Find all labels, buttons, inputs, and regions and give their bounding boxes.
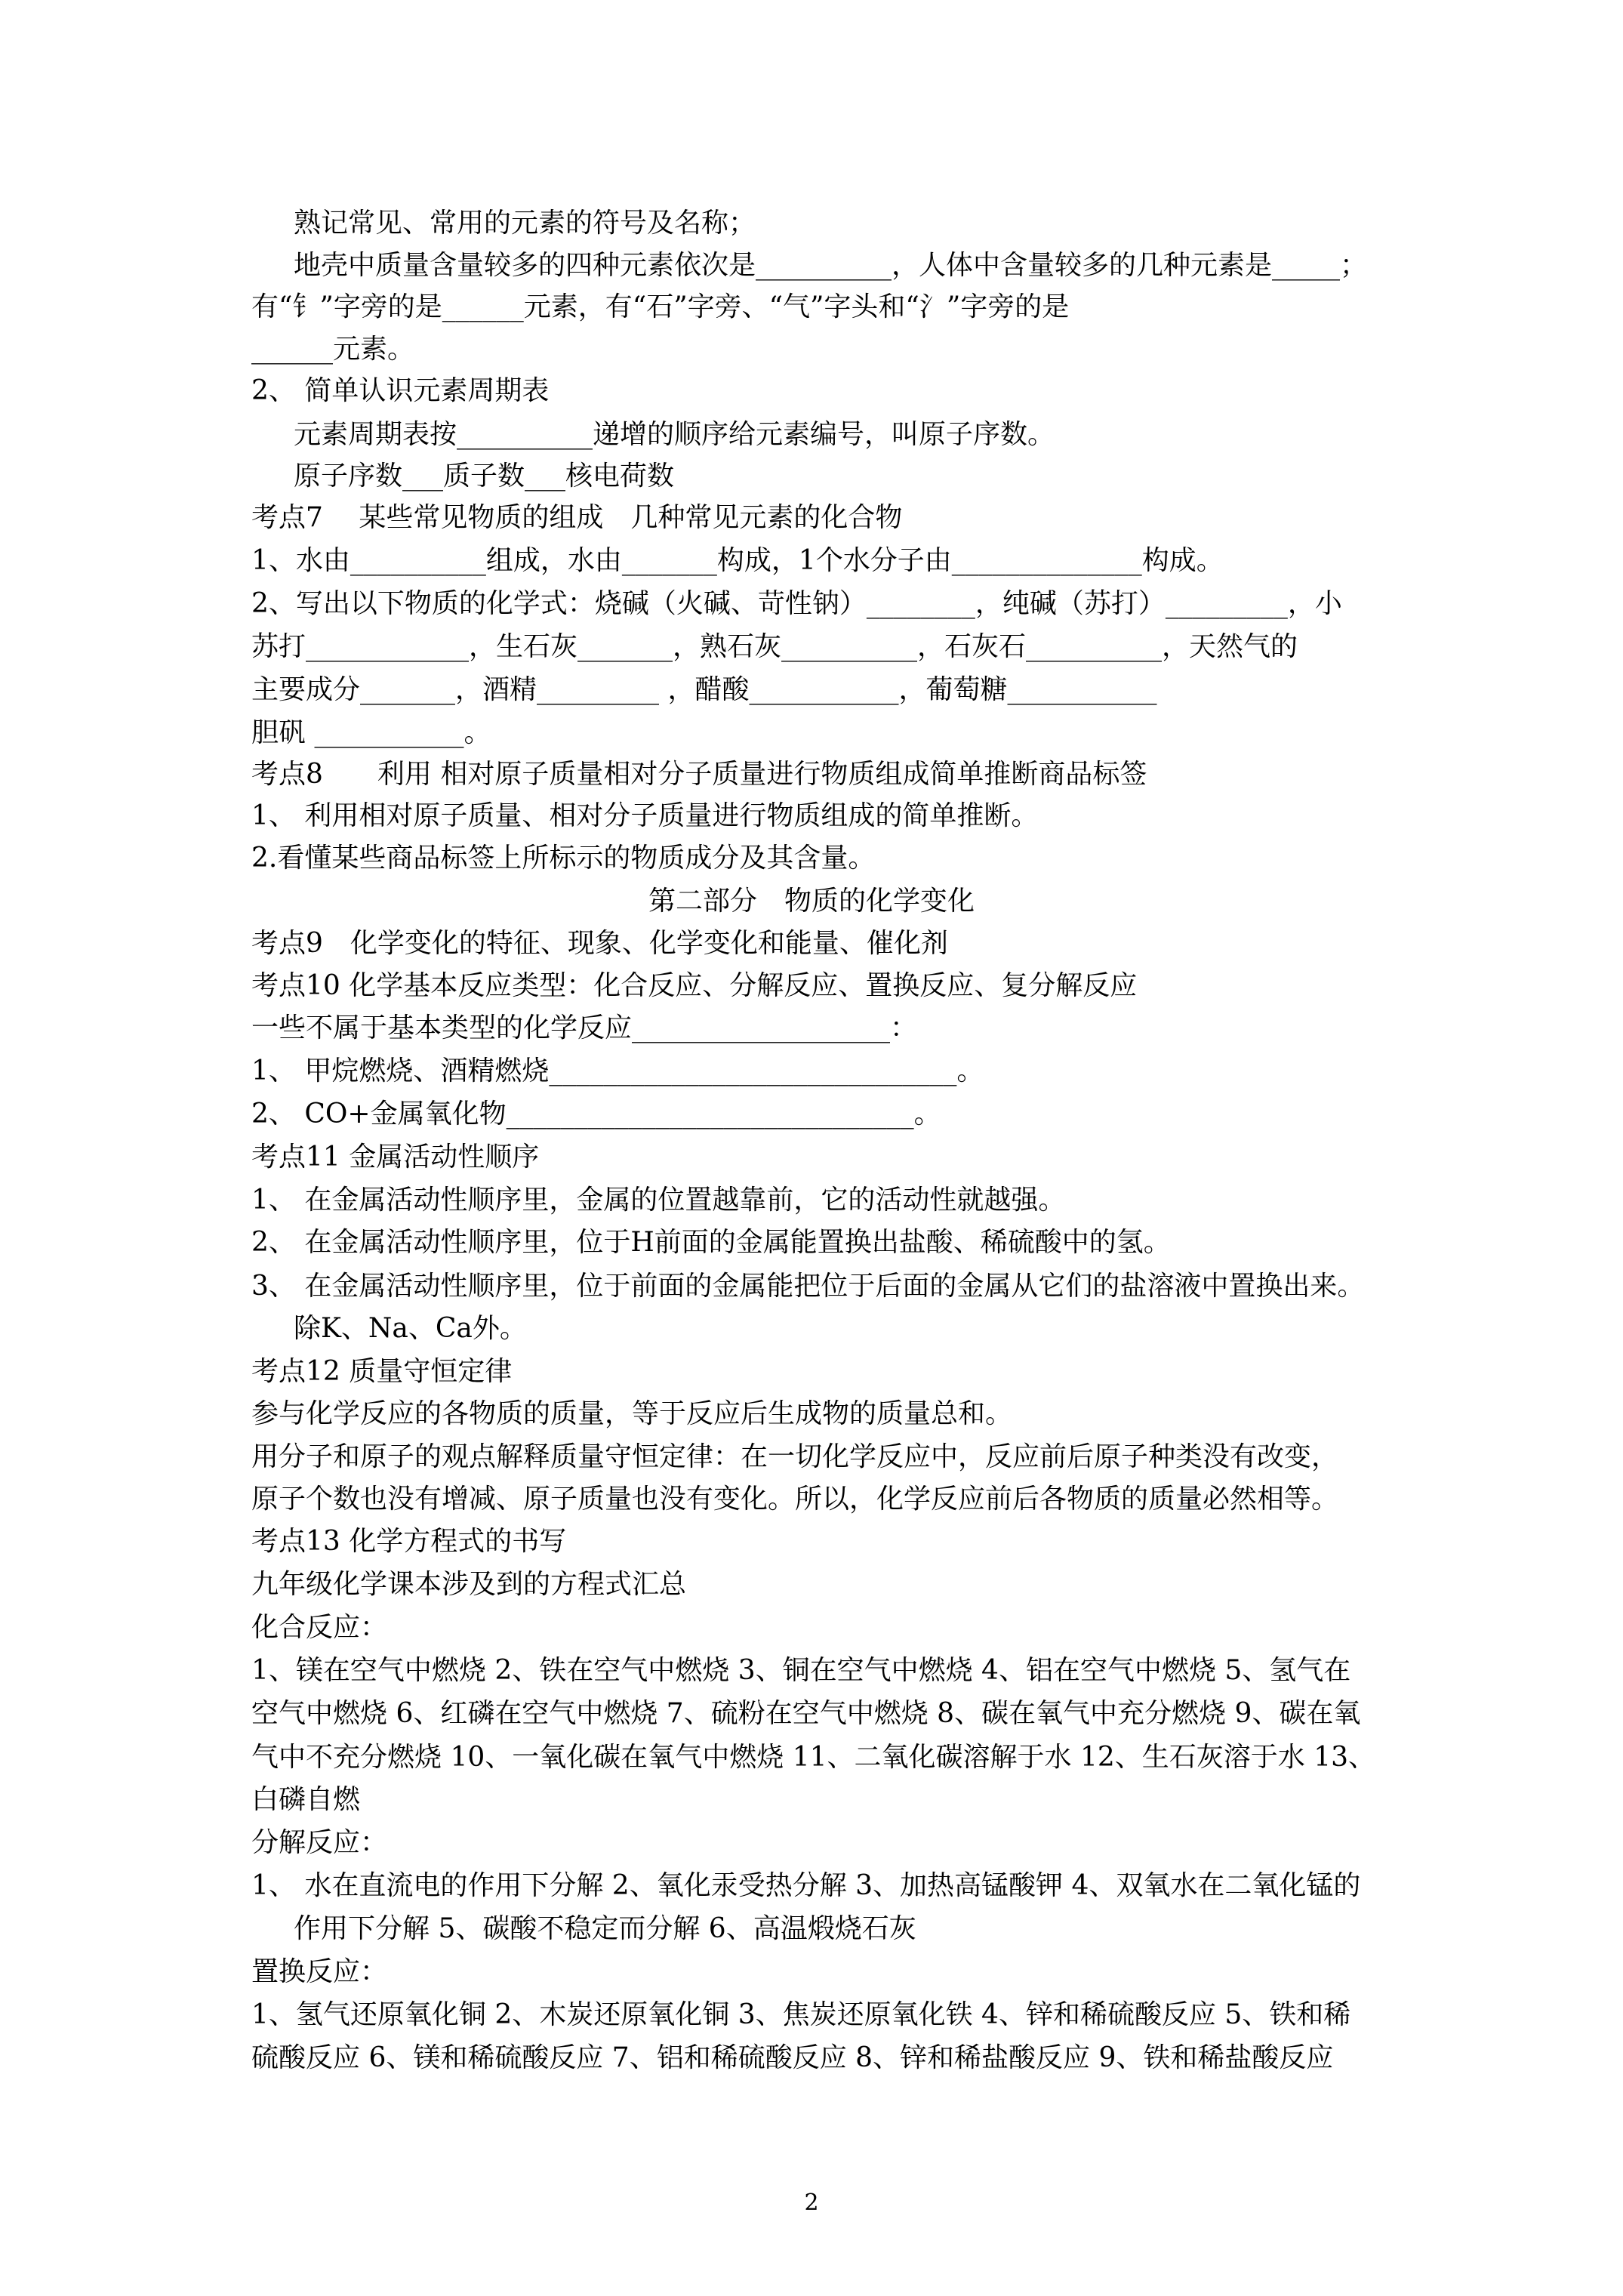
text-line: 熟记常见、常用的元素的符号及名称； bbox=[294, 208, 756, 239]
text-line: 2、写出以下物质的化学式：烧碱（火碱、苛性钠）________，纯碱（苏打）_________，小 bbox=[251, 588, 1342, 619]
section-heading: 考点9 化学变化的特征、现象、化学变化和能量、催化剂 bbox=[251, 928, 948, 959]
section-heading: 考点12 质量守恒定律 bbox=[251, 1356, 513, 1387]
part-title: 第二部分 物质的化学变化 bbox=[648, 886, 975, 917]
text-line: 除K、Na、Ca外。 bbox=[294, 1313, 527, 1344]
text-line: 主要成分_______，酒精_________ ，醋酸___________，葡萄糖___________ bbox=[251, 674, 1157, 705]
text-line: 原子个数也没有增减、原子质量也没有变化。所以，化学反应前后各物质的质量必然相等。 bbox=[251, 1484, 1339, 1515]
text-line: 作用下分解 5、碳酸不稳定而分解 6、高温煅烧石灰 bbox=[294, 1913, 916, 1944]
section-heading: 2、 简单认识元素周期表 bbox=[251, 375, 550, 406]
text-line: 空气中燃烧 6、红磷在空气中燃烧 7、硫粉在空气中燃烧 8、碳在氧气中充分燃烧 9、碳在氧 bbox=[251, 1698, 1361, 1729]
text-line: 1、水由__________组成，水由_______构成，1个水分子由______________构成。 bbox=[251, 545, 1224, 576]
page-number: 2 bbox=[804, 2190, 819, 2216]
text-line: 3、 在金属活动性顺序里，位于前面的金属能把位于后面的金属从它们的盐溶液中置换出来。 bbox=[251, 1271, 1365, 1302]
text-line: 2、 在金属活动性顺序里，位于H前面的金属能置换出盐酸、稀硫酸中的氢。 bbox=[251, 1227, 1171, 1258]
subheading: 分解反应： bbox=[251, 1827, 388, 1858]
text-line: 1、氢气还原氧化铜 2、木炭还原氧化铜 3、焦炭还原氧化铁 4、锌和稀硫酸反应 5、铁和稀 bbox=[251, 1999, 1351, 2030]
text-line: 原子序数___质子数___核电荷数 bbox=[294, 461, 675, 492]
text-line: 1、 水在直流电的作用下分解 2、氧化汞受热分解 3、加热高锰酸钾 4、双氧水在二氧化锰的 bbox=[251, 1870, 1361, 1901]
section-heading: 考点7 某些常见物质的组成 几种常见元素的化合物 bbox=[251, 502, 903, 533]
text-line: 九年级化学课本涉及到的方程式汇总 bbox=[251, 1569, 687, 1600]
text-line: 地壳中质量含量较多的四种元素依次是__________，人体中含量较多的几种元素是_____； bbox=[294, 250, 1368, 281]
text-line: 硫酸反应 6、镁和稀硫酸反应 7、铝和稀硫酸反应 8、锌和稀盐酸反应 9、铁和稀盐酸反应 bbox=[251, 2042, 1334, 2073]
text-line: 元素周期表按__________递增的顺序给元素编号，叫原子序数。 bbox=[294, 419, 1055, 450]
text-line: 1、 在金属活动性顺序里，金属的位置越靠前，它的活动性就越强。 bbox=[251, 1185, 1066, 1216]
text-line: 有“钅”字旁的是______元素，有“石”字旁、“气”字头和“氵”字旁的是 bbox=[251, 291, 1070, 322]
text-line: 气中不充分燃烧 10、一氧化碳在氧气中燃烧 11、二氧化碳溶解于水 12、生石灰溶于水 13、 bbox=[251, 1742, 1376, 1773]
text-line: 2.看懂某些商品标签上所标示的物质成分及其含量。 bbox=[251, 843, 876, 874]
text-line: 1、 甲烷燃烧、酒精燃烧______________________________。 bbox=[251, 1056, 984, 1086]
text-line: 用分子和原子的观点解释质量守恒定律：在一切化学反应中，反应前后原子种类没有改变， bbox=[251, 1441, 1339, 1472]
text-line: 白磷自燃 bbox=[251, 1784, 361, 1815]
section-heading: 考点10 化学基本反应类型：化合反应、分解反应、置换反应、复分解反应 bbox=[251, 970, 1138, 1001]
text-line: 2、 CO+金属氧化物______________________________。 bbox=[251, 1099, 941, 1130]
text-line: 一些不属于基本类型的化学反应___________________： bbox=[251, 1012, 918, 1043]
section-heading: 考点13 化学方程式的书写 bbox=[251, 1526, 567, 1557]
text-line: 1、 利用相对原子质量、相对分子质量进行物质组成的简单推断。 bbox=[251, 800, 1039, 831]
subheading: 化合反应： bbox=[251, 1612, 388, 1643]
text-line: 胆矾 ___________。 bbox=[251, 717, 491, 748]
text-line: ______元素。 bbox=[251, 334, 415, 365]
section-heading: 考点8 利用 相对原子质量相对分子质量进行物质组成简单推断商品标签 bbox=[251, 759, 1147, 790]
text-line: 1、镁在空气中燃烧 2、铁在空气中燃烧 3、铜在空气中燃烧 4、铝在空气中燃烧 5、氢气在 bbox=[251, 1655, 1351, 1686]
text-line: 参与化学反应的各物质的质量，等于反应后生成物的质量总和。 bbox=[251, 1398, 1013, 1429]
section-heading: 考点11 金属活动性顺序 bbox=[251, 1142, 540, 1173]
text-line: 苏打____________，生石灰_______，熟石灰__________，石灰石__________，天然气的 bbox=[251, 631, 1298, 662]
subheading: 置换反应： bbox=[251, 1956, 388, 1987]
